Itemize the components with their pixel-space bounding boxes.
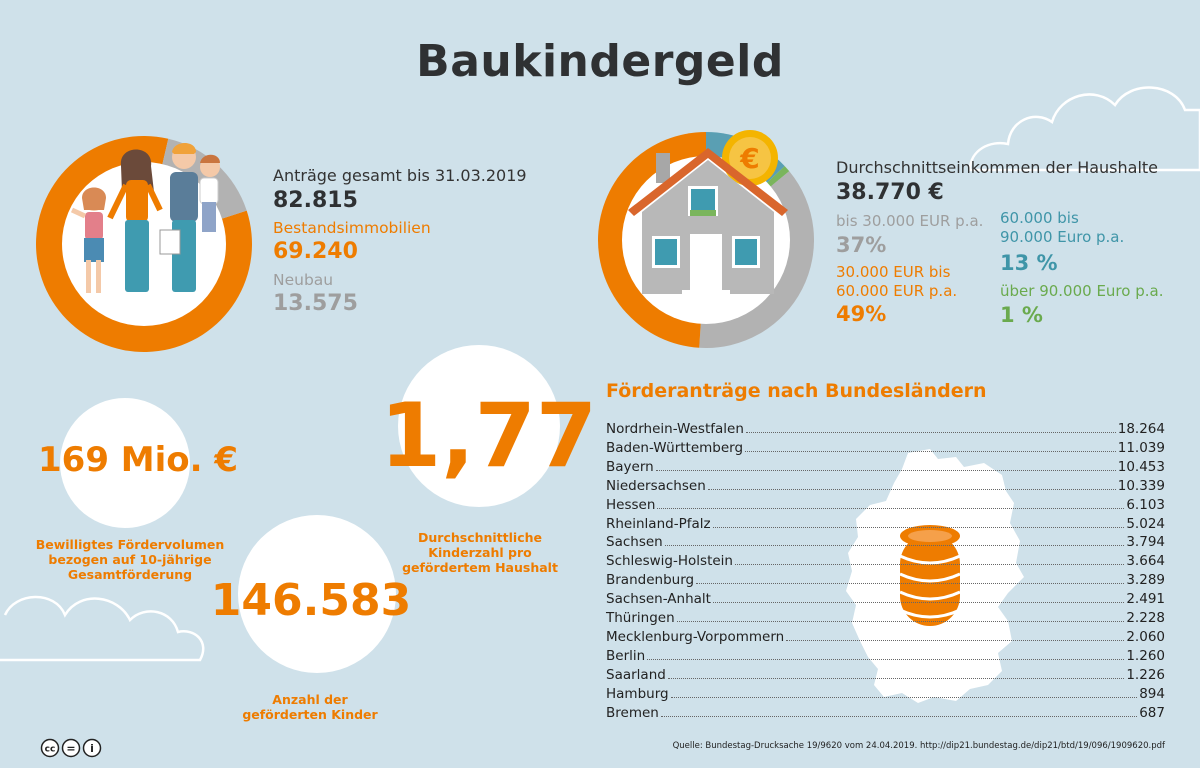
state-value: 5.024: [1126, 515, 1165, 532]
state-name: Berlin: [606, 647, 646, 664]
bracket2-label-line1: 30.000 EUR bis: [836, 263, 951, 281]
volume-value: 169 Mio. €: [38, 440, 239, 480]
state-row: [606, 456, 1165, 475]
state-name: Thüringen: [606, 610, 675, 626]
bracket3-label-line2: 90.000 Euro p.a.: [1000, 228, 1125, 246]
state-value: 11.039: [1117, 439, 1165, 456]
state-name: Schleswig-Holstein: [606, 553, 733, 570]
state-row: [606, 531, 1165, 550]
dot-leader: [696, 583, 1124, 584]
state-row: [606, 569, 1165, 588]
state-row: [606, 418, 1165, 437]
existing-label: Bestandsimmobilien: [273, 219, 431, 237]
bracket4-pct: 1 %: [1000, 303, 1043, 327]
dot-leader: [708, 489, 1116, 490]
kids-total-caption-1: Anzahl der: [272, 692, 348, 707]
dot-leader: [668, 678, 1125, 679]
volume-caption-2: bezogen auf 10-jährige: [48, 552, 212, 567]
bracket3-pct: 13 %: [1000, 251, 1058, 275]
state-name: Sachsen-Anhalt: [606, 591, 711, 608]
state-name: Rheinland-Pfalz: [606, 515, 711, 532]
dot-leader: [786, 640, 1124, 641]
state-value: 6.103: [1126, 496, 1165, 513]
cc-icon: cc: [44, 744, 56, 755]
income-label: Durchschnittseinkommen der Haushalte: [836, 158, 1159, 177]
state-value: 18.264: [1117, 421, 1165, 437]
dot-leader: [656, 470, 1116, 471]
state-value: 2.491: [1126, 591, 1165, 608]
state-name: Bremen: [606, 704, 659, 721]
state-value: 687: [1139, 704, 1165, 721]
bracket4-label: über 90.000 Euro p.a.: [1000, 282, 1164, 300]
state-row: [606, 475, 1165, 494]
bracket2-label-line2: 60.000 EUR p.a.: [836, 282, 958, 300]
dot-leader: [647, 659, 1124, 660]
dot-leader: [665, 545, 1125, 546]
state-name: Baden-Württemberg: [606, 439, 744, 456]
kids-total-value: 146.583: [210, 575, 412, 626]
family-illustration: [58, 140, 228, 300]
kids-avg-caption-1: Durchschnittliche: [418, 530, 542, 545]
state-value: 3.794: [1126, 534, 1165, 551]
cc-license-icon: [40, 738, 102, 758]
state-name: Hamburg: [606, 685, 669, 702]
state-row: [606, 494, 1165, 513]
state-value: 894: [1139, 685, 1165, 702]
dot-leader: [661, 716, 1137, 717]
kids-avg-caption-3: gefördertem Haushalt: [402, 560, 558, 575]
state-row: [606, 588, 1165, 607]
state-value: 2.228: [1126, 610, 1165, 626]
state-value: 2.060: [1126, 628, 1165, 645]
state-name: Nordrhein-Westfalen: [606, 421, 744, 437]
bracket2-pct: 49%: [836, 302, 887, 326]
state-row: [606, 645, 1165, 664]
state-value: 3.664: [1126, 553, 1165, 570]
state-name: Brandenburg: [606, 572, 695, 589]
state-value: 3.289: [1126, 572, 1165, 589]
dot-leader: [677, 621, 1125, 622]
state-row: [606, 683, 1165, 702]
total-value: 82.815: [273, 188, 358, 213]
state-row: [606, 513, 1165, 532]
states-title: Förderanträge nach Bundesländern: [606, 380, 987, 402]
volume-caption-3: Gesamtförderung: [67, 567, 193, 582]
bracket1-pct: 37%: [836, 233, 887, 257]
state-value: 1.226: [1126, 666, 1165, 683]
page-title: Baukindergeld: [416, 36, 784, 87]
dot-leader: [657, 508, 1124, 509]
house-illustration: [622, 128, 792, 298]
state-name: Saarland: [606, 666, 666, 683]
dot-leader: [671, 697, 1138, 698]
state-row: [606, 550, 1165, 569]
dot-leader: [713, 527, 1125, 528]
bracket1-label: bis 30.000 EUR p.a.: [836, 212, 984, 230]
state-row: [606, 437, 1165, 456]
dot-leader: [745, 451, 1116, 452]
bracket3-label-line1: 60.000 bis: [1000, 209, 1079, 227]
new-value: 13.575: [273, 291, 358, 316]
by-icon: i: [90, 742, 94, 755]
kids-avg-caption-2: Kinderzahl pro: [428, 545, 532, 560]
cloud-bottom-left: [0, 580, 210, 670]
state-name: Mecklenburg-Vorpommern: [606, 628, 785, 645]
state-name: Bayern: [606, 458, 654, 475]
state-row: [606, 702, 1165, 721]
dot-leader: [746, 432, 1116, 433]
state-value: 1.260: [1126, 647, 1165, 664]
dot-leader: [713, 602, 1124, 603]
state-name: Niedersachsen: [606, 477, 706, 494]
state-row: [606, 664, 1165, 683]
dot-leader: [735, 564, 1124, 565]
new-label: Neubau: [273, 271, 334, 289]
nd-icon: =: [66, 742, 76, 755]
kids-total-caption-2: geförderten Kinder: [242, 707, 378, 722]
euro-coin-icon: €: [740, 142, 760, 175]
kids-avg-value: 1,77: [380, 384, 598, 487]
state-row: [606, 607, 1165, 626]
income-value: 38.770 €: [836, 180, 944, 205]
source-note: Quelle: Bundestag-Drucksache 19/9620 vom 24.04.2019. http://dip21.bundestag.de/dip21/btd/19/096/1909620.pdf: [672, 741, 1165, 751]
state-value: 10.453: [1117, 458, 1165, 475]
existing-value: 69.240: [273, 239, 358, 264]
volume-caption-1: Bewilligtes Fördervolumen: [35, 537, 225, 552]
state-value: 10.339: [1117, 477, 1165, 494]
state-row: [606, 626, 1165, 645]
total-label: Anträge gesamt bis 31.03.2019: [273, 166, 527, 185]
state-name: Sachsen: [606, 534, 663, 551]
state-name: Hessen: [606, 496, 656, 513]
